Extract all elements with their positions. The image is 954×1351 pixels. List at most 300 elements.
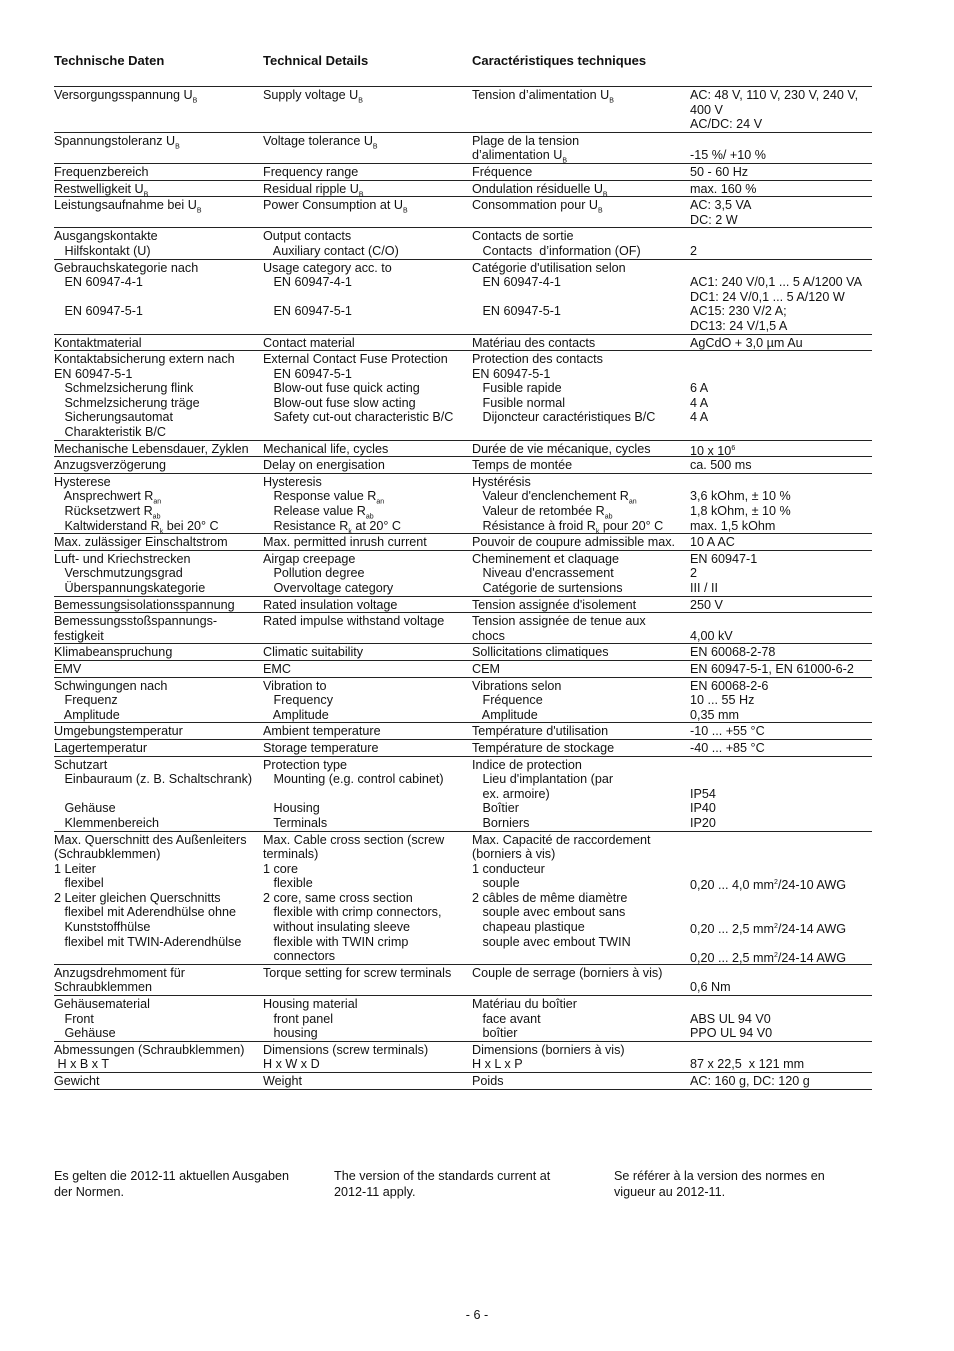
cell-german xyxy=(54,458,263,473)
cell-line: Versorgungsspannung $U_B$ xyxy=(54,88,198,105)
cell-value xyxy=(690,833,872,964)
cell-value xyxy=(690,552,872,596)
table-row xyxy=(54,551,872,597)
cell-french xyxy=(472,724,690,739)
cell-line: Résistance à froid $R_k$ pour 20° C xyxy=(472,518,664,536)
cell-line: Rücksetzwert $R_{ab}$ xyxy=(54,504,161,521)
cell-german xyxy=(54,1043,263,1072)
cell-line: Klemmenbereich xyxy=(54,815,159,830)
note-english: The version of the standards current at 2012-11 apply. xyxy=(334,1169,551,1199)
cell-line: Matériau des contacts xyxy=(472,335,596,350)
cell-line: Hystérésis xyxy=(472,474,531,489)
cell-line xyxy=(263,148,472,163)
cell-value xyxy=(690,662,872,677)
cell-line: 10 A AC xyxy=(690,535,735,550)
cell-line xyxy=(54,787,263,802)
cell-line: Poids xyxy=(472,1074,504,1088)
cell-line: flexible xyxy=(263,876,313,891)
cell-german xyxy=(54,229,263,258)
cell-english xyxy=(263,598,472,613)
cell-line xyxy=(472,213,690,228)
cell-line: Safety cut-out characteristic B/C xyxy=(263,410,454,425)
cell-line: 2 xyxy=(690,566,698,581)
cell-french xyxy=(472,352,690,440)
cell-line: Ausgangskontakte xyxy=(54,229,158,244)
cell-line: Climatic suitability xyxy=(263,645,364,660)
cell-german xyxy=(54,88,263,132)
cell-french xyxy=(472,458,690,473)
cell-line: Lagertemperatur xyxy=(54,740,148,755)
cell-line: 2 Leiter gleichen Querschnitts xyxy=(54,890,221,905)
cell-english xyxy=(263,458,472,473)
cell-line: Consommation pour $U_B$ xyxy=(472,198,603,215)
cell-line: 1 core xyxy=(263,861,299,876)
cell-line: Amplitude xyxy=(54,707,120,722)
cell-line: Pouvoir de coupure admissible max. xyxy=(472,535,676,550)
cell-value xyxy=(690,442,872,457)
cell-line: EMV xyxy=(54,661,82,676)
header-value xyxy=(690,52,872,86)
cell-line xyxy=(472,980,690,995)
cell-line xyxy=(690,367,872,382)
cell-line: Frequenz xyxy=(54,693,118,708)
cell-german xyxy=(54,182,263,197)
note-french: Se référer à la version des normes en vigueur au 2012-11. xyxy=(614,1169,825,1199)
cell-line xyxy=(690,997,872,1012)
cell-english xyxy=(263,229,472,258)
cell-line: 0,20 ... 4,0 $mm^2/24-10$ AWG xyxy=(690,878,847,893)
cell-line: Delay on energisation xyxy=(263,458,385,473)
cell-line xyxy=(690,862,872,877)
cell-line xyxy=(472,949,690,964)
cell-line: Catégorie de surtensions xyxy=(472,581,623,595)
cell-line: Fusible normal xyxy=(472,395,566,410)
cell-line: Blow-out fuse quick acting xyxy=(263,381,420,396)
cell-value xyxy=(690,645,872,660)
cell-french xyxy=(472,1074,690,1089)
cell-line: boîtier xyxy=(472,1026,518,1041)
cell-english xyxy=(263,336,472,351)
cell-line: Hysteresis xyxy=(263,474,322,489)
cell-line: Tension d’alimentation $U_B$ xyxy=(472,88,614,105)
cell-french xyxy=(472,336,690,351)
table-row xyxy=(54,164,872,181)
table-row xyxy=(54,597,872,614)
cell-german xyxy=(54,645,263,660)
cell-line: Schraubklemmen xyxy=(54,980,152,995)
cell-line xyxy=(690,614,872,629)
cell-value xyxy=(690,535,872,550)
cell-line xyxy=(690,475,872,490)
cell-line: Housing xyxy=(263,801,320,816)
cell-line: 0,20 ... 2,5 $mm^2/24-14$ AWG xyxy=(690,951,847,966)
technical-data-page xyxy=(54,52,872,1199)
cell-line xyxy=(54,117,263,132)
cell-german xyxy=(54,614,263,643)
cell-line: Protection des contacts xyxy=(472,352,603,367)
cell-french xyxy=(472,535,690,550)
cell-line: Anzugsdrehmoment für xyxy=(54,965,185,980)
cell-line: Fréquence xyxy=(472,693,543,708)
cell-line xyxy=(472,319,690,334)
cell-french xyxy=(472,645,690,660)
cell-line: Response value $R_{an}$ xyxy=(263,489,385,506)
cell-line: Storage temperature xyxy=(263,740,379,755)
cell-line: Fusible rapide xyxy=(472,381,562,396)
cell-french xyxy=(472,966,690,995)
cell-line: Resistance $R_k$ at 20° C xyxy=(263,518,402,536)
cell-german xyxy=(54,598,263,613)
cell-line: Borniers xyxy=(472,815,530,830)
cell-line: Ondulation résiduelle $U_B$ xyxy=(472,181,608,199)
cell-line: EMC xyxy=(263,661,291,676)
cell-french xyxy=(472,758,690,831)
cell-line: EN 60068-2-78 xyxy=(690,645,776,660)
cell-english xyxy=(263,198,472,227)
table-row xyxy=(54,457,872,474)
cell-line: Sollicitations climatiques xyxy=(472,645,609,660)
cell-line: souple xyxy=(472,876,520,891)
cell-line: Temps de montée xyxy=(472,458,573,473)
cell-line xyxy=(263,117,472,132)
cell-english xyxy=(263,182,472,197)
cell-line: festigkeit xyxy=(54,628,104,643)
cell-line: connectors xyxy=(263,949,336,964)
cell-line: EN 60947-5-1 xyxy=(472,366,551,381)
cell-line: Power Consumption at $U_B$ xyxy=(263,198,408,215)
cell-german xyxy=(54,724,263,739)
cell-line: Contacts de sortie xyxy=(472,229,574,244)
cell-english xyxy=(263,614,472,643)
cell-value xyxy=(690,598,872,613)
cell-line: Airgap creepage xyxy=(263,551,356,566)
cell-line: Weight xyxy=(263,1074,302,1088)
cell-line: 0,35 mm xyxy=(690,707,739,722)
cell-line xyxy=(690,833,872,848)
cell-line xyxy=(54,319,263,334)
cell-line: AC: 48 V, 110 V, 230 V, 240 V, xyxy=(690,88,859,102)
cell-line: Frequency xyxy=(263,693,333,708)
cell-line: EN 60947-5-1 xyxy=(54,366,133,381)
cell-line: Umgebungstemperatur xyxy=(54,724,183,739)
cell-line: Indice de protection xyxy=(472,757,582,772)
cell-english xyxy=(263,679,472,723)
cell-line: Température d'utilisation xyxy=(472,724,609,739)
cell-line xyxy=(263,103,472,118)
cell-line: Kontaktabsicherung extern nach xyxy=(54,352,235,367)
cell-english xyxy=(263,758,472,831)
cell-line: Max. zulässiger Einschaltstrom xyxy=(54,535,228,550)
cell-line: Vibrations selon xyxy=(472,678,562,693)
cell-line: Bemessungsisolationsspannung xyxy=(54,597,235,612)
cell-german xyxy=(54,966,263,995)
cell-english xyxy=(263,442,472,457)
table-row xyxy=(54,335,872,352)
cell-line: Catégorie d'utilisation selon xyxy=(472,260,626,275)
header-german: Technische Daten xyxy=(54,53,165,68)
cell-line: 50 - 60 Hz xyxy=(690,164,749,179)
cell-line: Sicherungsautomat xyxy=(54,410,174,425)
cell-line: Dimensions (borniers à vis) xyxy=(472,1042,625,1057)
table-row xyxy=(54,1073,872,1090)
cell-line: Anzugsverzögerung xyxy=(54,458,167,473)
cell-german xyxy=(54,352,263,440)
cell-line: AC15: 230 V/2 A; xyxy=(690,304,787,319)
cell-line: without insulating sleeve xyxy=(263,920,411,935)
cell-line xyxy=(263,629,472,644)
cell-french xyxy=(472,598,690,613)
cell-line xyxy=(54,213,263,228)
cell-french xyxy=(472,662,690,677)
cell-line xyxy=(690,425,872,440)
cell-line: Hilfskontakt (U) xyxy=(54,243,151,258)
cell-line: Release value $R_{ab}$ xyxy=(263,504,374,521)
cell-line: Kunststoffhülse xyxy=(54,920,151,935)
cell-line: IP40 xyxy=(690,801,716,816)
cell-line: Kontaktmaterial xyxy=(54,335,142,350)
cell-value xyxy=(690,758,872,831)
technical-data-table xyxy=(54,87,872,1090)
cell-german xyxy=(54,833,263,964)
cell-line: Couple de serrage (borniers à vis) xyxy=(472,965,663,980)
cell-line xyxy=(263,425,472,440)
cell-value xyxy=(690,1074,872,1089)
cell-line: Contacts d’information (OF) xyxy=(472,243,641,258)
cell-line: Blow-out fuse slow acting xyxy=(263,395,416,410)
cell-german xyxy=(54,1074,263,1089)
cell-value xyxy=(690,741,872,756)
cell-line: Output contacts xyxy=(263,229,352,244)
cell-german xyxy=(54,758,263,831)
cell-line: Schwingungen nach xyxy=(54,678,168,693)
cell-line: face avant xyxy=(472,1011,541,1026)
cell-line: Terminals xyxy=(263,815,328,830)
cell-line: front panel xyxy=(263,1011,334,1026)
cell-line: Überspannungskategorie xyxy=(54,581,206,595)
cell-line xyxy=(472,425,690,440)
cell-line: Max. Capacité de raccordement xyxy=(472,832,651,847)
cell-line: Max. permitted inrush current xyxy=(263,535,427,550)
cell-line: Valeur d'enclenchement $R_{an}$ xyxy=(472,489,637,506)
table-row xyxy=(54,197,872,228)
cell-line: Front xyxy=(54,1011,94,1026)
cell-line: Plage de la tension xyxy=(472,133,580,148)
table-row xyxy=(54,832,872,965)
cell-value xyxy=(690,352,872,440)
cell-line: Gehäusematerial xyxy=(54,997,150,1012)
cell-value xyxy=(690,182,872,197)
cell-line: Ansprechwert $R_{an}$ xyxy=(54,489,162,506)
cell-line: Torque setting for screw terminals xyxy=(263,965,452,980)
cell-line: Dijoncteur caractéristiques B/C xyxy=(472,410,656,425)
cell-line: Amplitude xyxy=(472,707,538,722)
cell-line xyxy=(54,148,263,163)
cell-line: -15 %/ +10 % xyxy=(690,148,766,163)
cell-french xyxy=(472,741,690,756)
cell-english xyxy=(263,833,472,964)
cell-line: Spannungstoleranz $U_B$ xyxy=(54,133,180,151)
cell-french xyxy=(472,614,690,643)
cell-french xyxy=(472,134,690,163)
cell-french xyxy=(472,1043,690,1072)
cell-line: Hysterese xyxy=(54,474,111,489)
cell-line: 1,8 kOhm, ± 10 % xyxy=(690,504,791,519)
cell-line: ex. armoire) xyxy=(472,786,550,801)
cell-line: DC13: 24 V/1,5 A xyxy=(690,318,788,333)
cell-line: -10 ... +55 °C xyxy=(690,724,765,739)
cell-line: Kaltwiderstand $R_k$ bei 20° C xyxy=(54,518,219,536)
cell-line: III / II xyxy=(690,581,718,595)
table-row xyxy=(54,613,872,644)
cell-german xyxy=(54,474,263,536)
cell-line xyxy=(690,352,872,367)
cell-french xyxy=(472,261,690,334)
cell-french xyxy=(472,833,690,964)
cell-line: PPO UL 94 V0 xyxy=(690,1026,773,1041)
cell-line xyxy=(690,935,872,950)
cell-line: Niveau d'encrassement xyxy=(472,566,614,581)
cell-line: 2 câbles de même diamètre xyxy=(472,890,628,905)
cell-line xyxy=(472,290,690,305)
cell-line: External Contact Fuse Protection xyxy=(263,352,448,367)
cell-value xyxy=(690,966,872,995)
cell-line: Gebrauchskategorie nach xyxy=(54,260,199,275)
cell-german xyxy=(54,552,263,596)
table-row xyxy=(54,996,872,1042)
cell-german xyxy=(54,662,263,677)
cell-line: souple avec embout sans xyxy=(472,905,626,920)
cell-line: EN 60947-5-1 xyxy=(263,304,352,319)
cell-line: Schmelzsicherung flink xyxy=(54,381,194,396)
standards-note xyxy=(54,1168,872,1200)
cell-line: Mechanische Lebensdauer, Zyklen xyxy=(54,441,249,456)
cell-english xyxy=(263,662,472,677)
cell-line: Usage category acc. to xyxy=(263,260,392,275)
cell-value xyxy=(690,88,872,132)
cell-english xyxy=(263,88,472,132)
table-row xyxy=(54,474,872,534)
cell-french xyxy=(472,198,690,227)
cell-line: AC: 160 g, DC: 120 g xyxy=(690,1074,810,1088)
cell-line: H x W x D xyxy=(263,1057,320,1072)
cell-line: (borniers à vis) xyxy=(472,847,556,862)
cell-german xyxy=(54,535,263,550)
cell-line xyxy=(263,980,472,995)
cell-line: EN 60947-5-1 xyxy=(54,304,143,319)
cell-line xyxy=(263,213,472,228)
cell-line: Abmessungen (Schraubklemmen) xyxy=(54,1042,245,1057)
cell-line: Frequenzbereich xyxy=(54,164,149,179)
cell-english xyxy=(263,535,472,550)
cell-line: 1 Leiter xyxy=(54,861,97,876)
cell-line xyxy=(690,772,872,787)
cell-line: IP20 xyxy=(690,815,716,830)
cell-line: (Schraubklemmen) xyxy=(54,847,161,862)
header-french: Caractéristiques techniques xyxy=(472,53,647,68)
cell-line: flexible with crimp connectors, xyxy=(263,905,442,920)
cell-line: Restwelligkeit $U_B$ xyxy=(54,181,149,199)
cell-line xyxy=(54,290,263,305)
cell-line: Valeur de retombée $R_{ab}$ xyxy=(472,504,613,521)
cell-line: Residual ripple $U_B$ xyxy=(263,181,364,199)
cell-line: IP54 xyxy=(690,786,716,801)
cell-german xyxy=(54,134,263,163)
cell-line xyxy=(263,319,472,334)
cell-line: Auxiliary contact (C/O) xyxy=(263,243,399,258)
cell-line: Frequency range xyxy=(263,164,359,179)
cell-line xyxy=(690,134,872,149)
cell-line: AC1: 240 V/0,1 ... 5 A/1200 VA xyxy=(690,275,862,290)
cell-english xyxy=(263,134,472,163)
cell-german xyxy=(54,336,263,351)
cell-line: 6 A xyxy=(690,381,709,396)
cell-line: Durée de vie mécanique, cycles xyxy=(472,441,651,456)
cell-line: EN 60947-4-1 xyxy=(54,275,143,290)
cell-french xyxy=(472,229,690,258)
table-header xyxy=(54,52,872,87)
cell-line: Schmelzsicherung träge xyxy=(54,395,200,410)
cell-line: Amplitude xyxy=(263,707,329,722)
cell-french xyxy=(472,182,690,197)
table-row xyxy=(54,678,872,724)
table-row xyxy=(54,644,872,661)
cell-line: 4 A xyxy=(690,410,709,425)
cell-line: ca. 500 ms xyxy=(690,458,752,473)
cell-french xyxy=(472,552,690,596)
cell-line: souple avec embout TWIN xyxy=(472,934,631,949)
cell-value xyxy=(690,475,872,533)
cell-line: Matériau du boîtier xyxy=(472,997,578,1012)
cell-value xyxy=(690,614,872,643)
table-row xyxy=(54,87,872,133)
cell-value xyxy=(690,724,872,739)
cell-line: 2 xyxy=(690,243,698,258)
cell-english xyxy=(263,966,472,995)
cell-english xyxy=(263,741,472,756)
cell-line xyxy=(690,847,872,862)
cell-line: 3,6 kOhm, ± 10 % xyxy=(690,489,791,504)
cell-value xyxy=(690,198,872,227)
cell-english xyxy=(263,552,472,596)
cell-value xyxy=(690,261,872,334)
cell-line: EN 60947-1 xyxy=(690,551,758,566)
cell-line: Max. Querschnitt des Außenleiters xyxy=(54,832,247,847)
cell-line: Gehäuse xyxy=(54,801,116,816)
cell-english xyxy=(263,474,472,536)
cell-line: 87 x 22,5 x 121 mm xyxy=(690,1057,805,1072)
cell-line: chapeau plastique xyxy=(472,920,585,935)
cell-line: 0,20 ... 2,5 $mm^2/24-14$ AWG xyxy=(690,922,847,937)
cell-line: Schutzart xyxy=(54,757,108,772)
cell-french xyxy=(472,474,690,536)
cell-line: 4,00 kV xyxy=(690,628,733,643)
cell-english xyxy=(263,1074,472,1089)
cell-english xyxy=(263,645,472,660)
cell-value xyxy=(690,679,872,723)
cell-line: Overvoltage category xyxy=(263,581,394,595)
cell-german xyxy=(54,261,263,334)
cell-line: Pollution degree xyxy=(263,566,365,581)
cell-line xyxy=(472,117,690,132)
cell-value xyxy=(690,229,872,258)
cell-line: Tension assignée de tenue aux xyxy=(472,614,646,629)
cell-value xyxy=(690,997,872,1041)
cell-line: EN 60947-4-1 xyxy=(263,275,352,290)
cell-line: DC: 2 W xyxy=(690,212,738,227)
cell-french xyxy=(472,88,690,132)
cell-line: Klimabeanspruchung xyxy=(54,645,173,660)
cell-line xyxy=(54,103,263,118)
